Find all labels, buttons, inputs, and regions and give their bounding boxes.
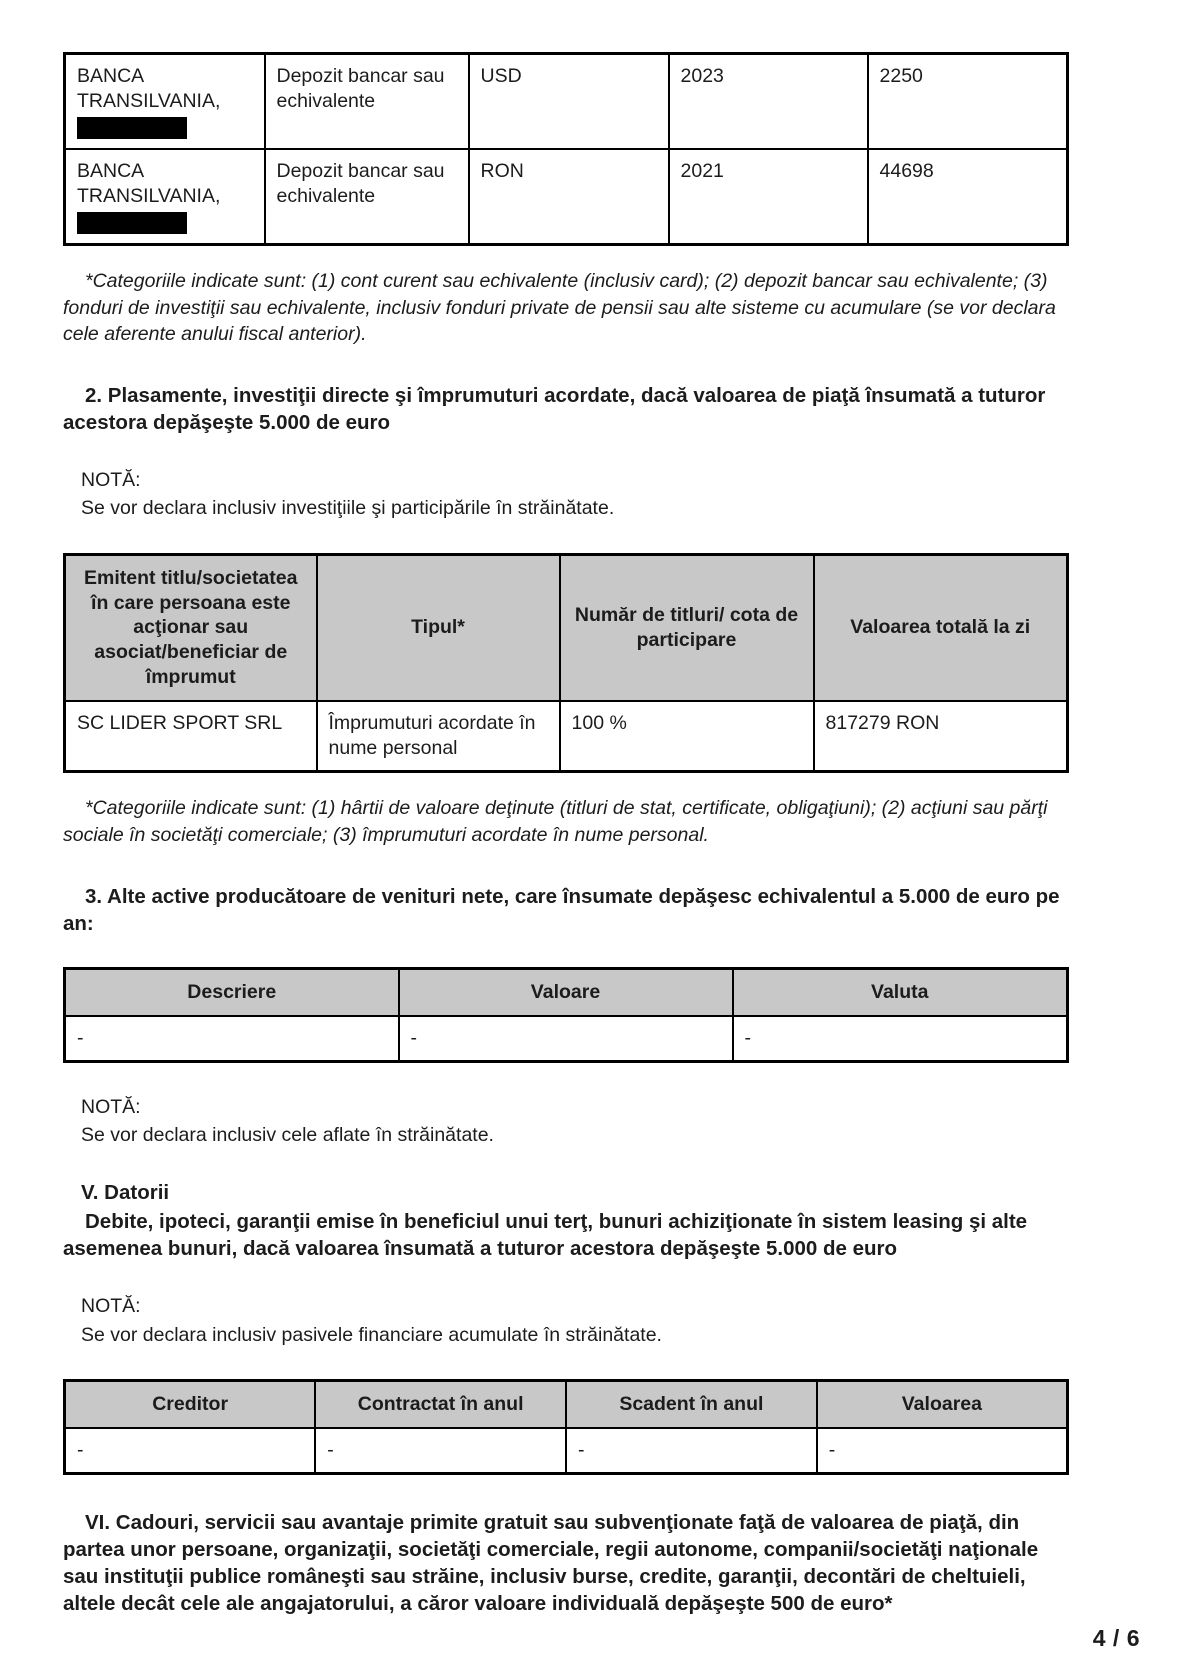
note-text: Se vor declara inclusiv investiţiile şi participările în străinătate.: [81, 497, 615, 520]
column-header-valoarea: Valoarea: [817, 1380, 1068, 1427]
section-5-table-wrap: [63, 1379, 1140, 1475]
other-assets-table: [63, 967, 1069, 1063]
section-2-heading: 2. Plasamente, investiţii directe şi împrumuturi acordate, dacă valoarea de piaţă însumată a tuturor acestora depăşeşte 5.000 de euro: [63, 383, 1046, 434]
bank-value-cell: 44698: [868, 149, 1068, 244]
section-6-heading: VI. Cadouri, servicii sau avantaje primite gratuit sau subvenţionate faţă de valoarea de piaţă, din partea unor persoane, organizaţii, societăţi comerciale, regii autonome, companii/societăţi naţionale sau instituţii publice româneşti sau străine, inclusiv burse, credite, garanţii, decontări de cheltuieli, altele decât cele ale angajatorului, a căror valoare individuală depăşeşte 500 de euro*: [63, 1510, 1039, 1615]
section-5-title: V. Datorii: [81, 1181, 170, 1205]
table-row: [65, 1016, 1068, 1061]
table-header-row: [65, 554, 1068, 701]
column-header-total-value: Valoarea totală la zi: [814, 554, 1068, 701]
bank-table-footnote: *Categoriile indicate sunt: (1) cont curent sau echivalente (inclusiv card); (2) depozit bancar sau echivalente; (3) fonduri de investiţii sau echivalente, inclusiv fonduri private de pensii sau alte sisteme cu acumulare (se vor declara cele aferente anului fiscal anterior).: [63, 269, 1056, 346]
column-header-contractat: Contractat în anul: [315, 1380, 566, 1427]
valoarea-cell: -: [817, 1428, 1068, 1473]
section-3-table-wrap: [63, 967, 1140, 1063]
bank-year-cell: 2023: [669, 54, 868, 149]
column-header-issuer: Emitent titlu/societatea în care persoana este acţionar sau asociat/beneficiar de împrumut: [65, 554, 317, 701]
column-header-shares: Număr de titluri/ cota de participare: [560, 554, 814, 701]
bank-value-cell: 2250: [868, 54, 1068, 149]
bank-institution-cell: [65, 149, 265, 244]
bank-year-cell: 2021: [669, 149, 868, 244]
table-header-row: [65, 1380, 1068, 1427]
section-2-footnote: *Categoriile indicate sunt: (1) hârtii de valoare deţinute (titluri de stat, certificate, obligaţiuni); (2) acţiuni sau părţi sociale în societăţi comerciale; (3) împrumuturi acordate în nume personal.: [63, 797, 1048, 846]
section-5-subtitle: Debite, ipoteci, garanţii emise în beneficiul unui terţ, bunuri achiziţionate în sistem leasing şi alte asemenea bunuri, dacă valoarea însumată a tuturor acestora depăşeşte 5.000 de euro: [63, 1210, 1028, 1261]
type-cell: Împrumuturi acordate în nume personal: [317, 701, 560, 771]
debts-table: [63, 1379, 1069, 1475]
note-label: NOTĂ:: [81, 1095, 141, 1118]
redaction-bar: [77, 212, 187, 234]
bank-currency-cell: USD: [469, 54, 669, 149]
column-header-type: Tipul*: [317, 554, 560, 701]
note-label: NOTĂ:: [81, 469, 141, 492]
bank-currency-cell: RON: [469, 149, 669, 244]
descriere-cell: -: [65, 1016, 399, 1061]
column-header-scadent: Scadent în anul: [566, 1380, 817, 1427]
note-text: Se vor declara inclusiv pasivele financiare acumulate în străinătate.: [81, 1323, 662, 1346]
table-row: [65, 149, 1068, 244]
investments-table: [63, 553, 1069, 774]
column-header-descriere: Descriere: [65, 968, 399, 1015]
table-header-row: [65, 968, 1068, 1015]
section-3-heading: 3. Alte active producătoare de venituri nete, care însumate depăşesc echivalentul a 5.000 de euro pe an:: [63, 884, 1060, 935]
section-3-note: [81, 1093, 1140, 1150]
scadent-cell: -: [566, 1428, 817, 1473]
bank-institution-name: BANCA TRANSILVANIA,: [77, 159, 221, 207]
table-row: [65, 701, 1068, 771]
shares-cell: 100 %: [560, 701, 814, 771]
bank-institution-cell: [65, 54, 265, 149]
table-row: [65, 1428, 1068, 1473]
issuer-cell: SC LIDER SPORT SRL: [65, 701, 317, 771]
contractat-cell: -: [315, 1428, 566, 1473]
bank-accounts-table: [63, 52, 1069, 246]
table-row: [65, 54, 1068, 149]
page-number: 4 / 6: [1092, 1625, 1140, 1651]
redaction-bar: [77, 117, 187, 139]
creditor-cell: -: [65, 1428, 316, 1473]
column-header-creditor: Creditor: [65, 1380, 316, 1427]
column-header-valuta: Valuta: [733, 968, 1068, 1015]
bank-institution-name: BANCA TRANSILVANIA,: [77, 65, 221, 112]
bank-type-cell: Depozit bancar sau echivalente: [265, 54, 469, 149]
total-value-cell: 817279 RON: [814, 701, 1068, 771]
valoare-cell: -: [399, 1016, 733, 1061]
bank-type-cell: Depozit bancar sau echivalente: [265, 149, 469, 244]
column-header-valoare: Valoare: [399, 968, 733, 1015]
note-label: NOTĂ:: [81, 1295, 141, 1318]
section-2-note: [81, 466, 1140, 523]
section-2-table-wrap: [63, 553, 1140, 774]
note-text: Se vor declara inclusiv cele aflate în străinătate.: [81, 1123, 494, 1146]
valuta-cell: -: [733, 1016, 1068, 1061]
section-5-note: [81, 1292, 1140, 1349]
